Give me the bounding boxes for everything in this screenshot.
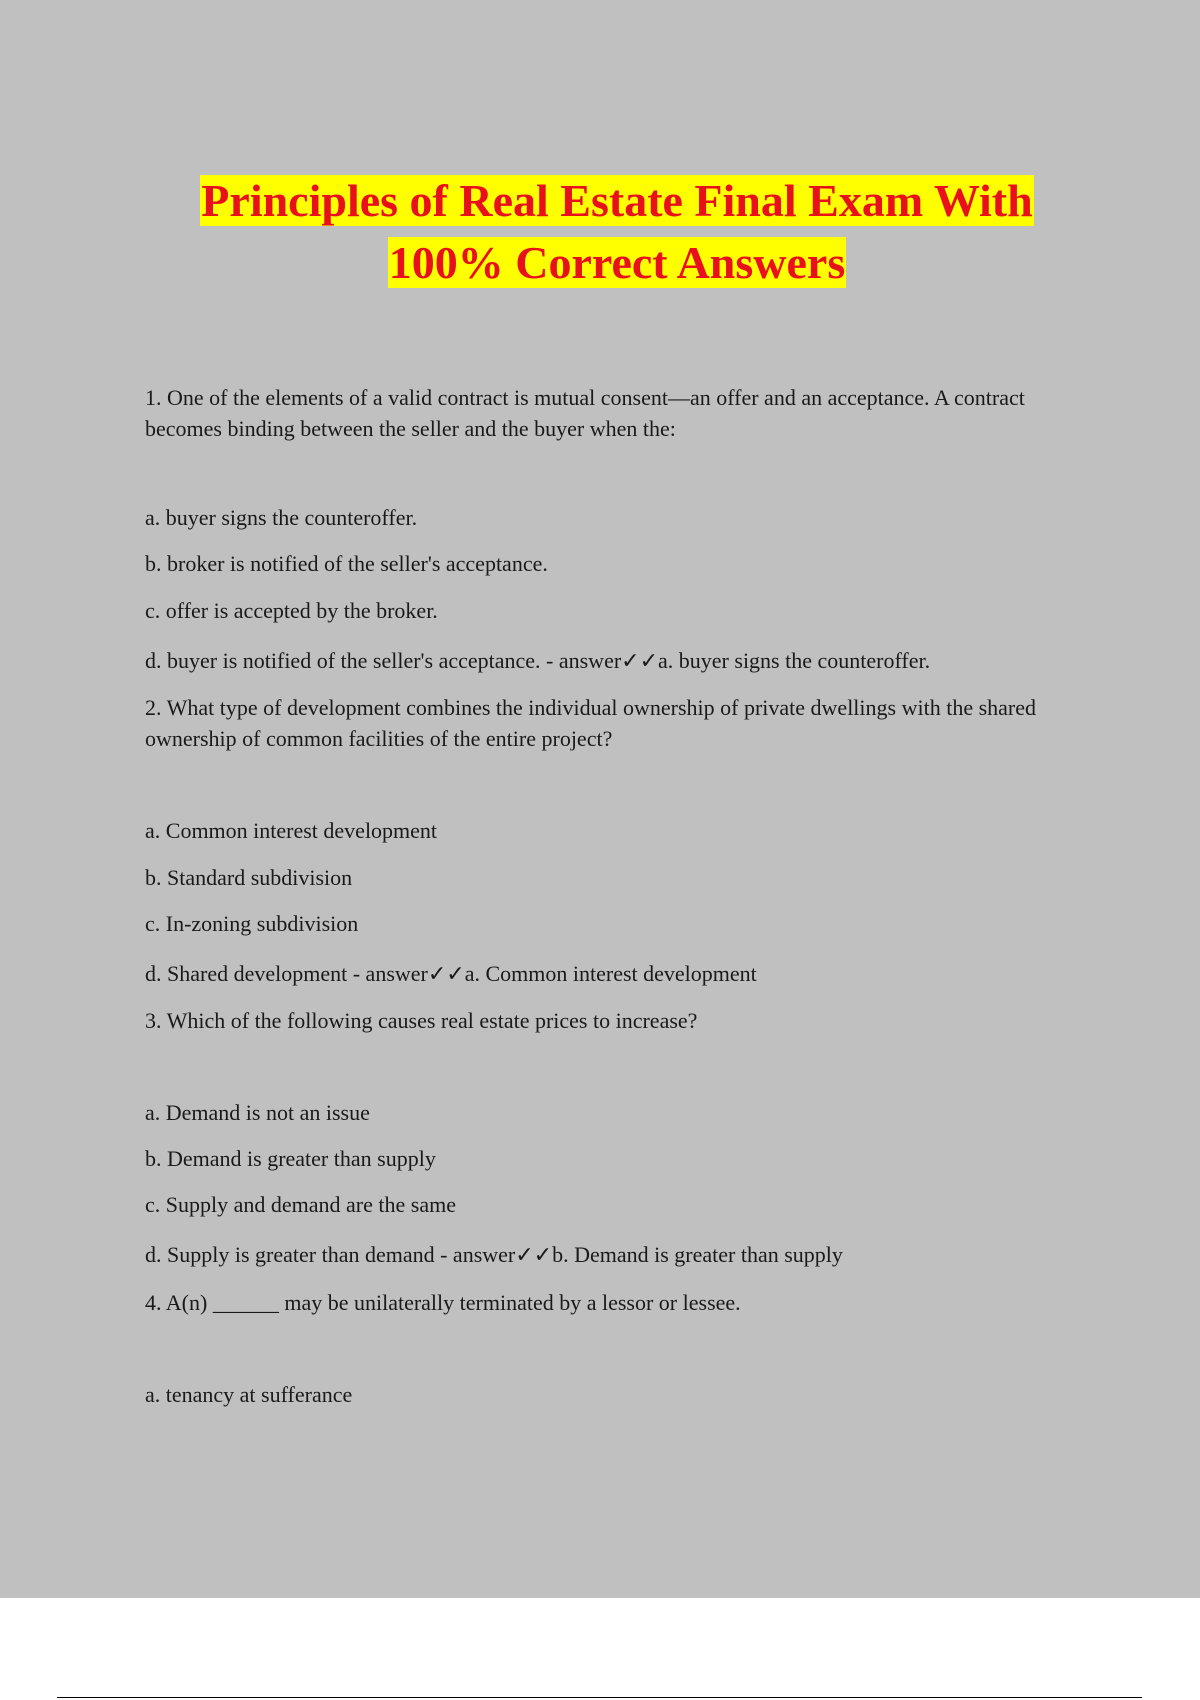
question-1-option-b: b. broker is notified of the seller's acceptance. <box>145 551 548 576</box>
question-1-option-a: a. buyer signs the counteroffer. <box>145 505 418 530</box>
question-3-option-c: c. Supply and demand are the same <box>145 1192 456 1217</box>
question-2-option-a: a. Common interest development <box>145 818 438 843</box>
title-line-1: Principles of Real Estate Final Exam With <box>201 175 1033 226</box>
question-2-option-d-answer: d. Shared development - answer✓✓a. Common interest development <box>145 961 757 986</box>
question-2-option-b: b. Standard subdivision <box>145 865 353 890</box>
question-3-option-d-answer: d. Supply is greater than demand - answer✓✓b. Demand is greater than supply <box>145 1242 843 1267</box>
document-title <box>0 170 1200 294</box>
question-2-text: 2. What type of development combines the individual ownership of private dwellings with the shared ownership of common facilities of the entire project? <box>145 695 1036 751</box>
question-4-text: 4. A(n) ______ may be unilaterally terminated by a lessor or lessee. <box>145 1290 741 1315</box>
question-1-option-d-answer: d. buyer is notified of the seller's acceptance. - answer✓✓a. buyer signs the counteroffer. <box>145 648 931 673</box>
question-4-option-a: a. tenancy at sufferance <box>145 1382 353 1407</box>
question-3-option-b: b. Demand is greater than supply <box>145 1146 436 1171</box>
question-3-text: 3. Which of the following causes real estate prices to increase? <box>145 1008 698 1033</box>
question-3-option-a: a. Demand is not an issue <box>145 1100 370 1125</box>
question-2-option-c: c. In-zoning subdivision <box>145 911 359 936</box>
footer-rule <box>57 1697 1142 1698</box>
title-line-2: 100% Correct Answers <box>388 237 846 288</box>
question-1-text: 1. One of the elements of a valid contract is mutual consent—an offer and an acceptance. A contract becomes binding between the seller and the buyer when the: <box>145 385 1025 441</box>
question-1-option-c: c. offer is accepted by the broker. <box>145 598 438 623</box>
